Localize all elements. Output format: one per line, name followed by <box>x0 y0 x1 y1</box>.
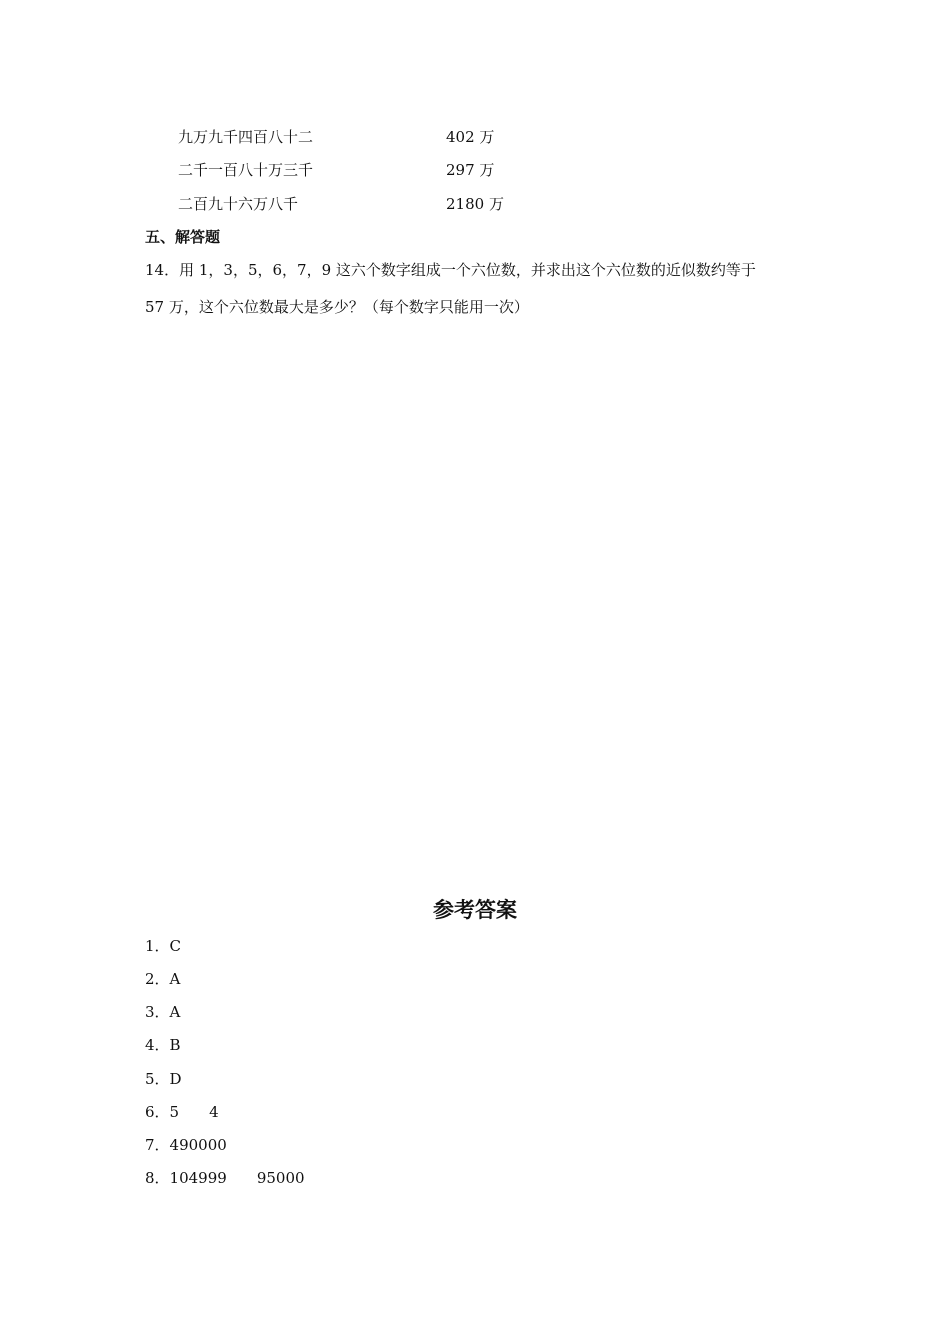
answer-number: 4． <box>145 1036 170 1054</box>
answer-item <box>145 1002 180 1022</box>
answer-value-2: 4 <box>209 1103 219 1121</box>
answer-value: B <box>169 1036 181 1054</box>
answer-value: D <box>169 1070 182 1088</box>
answer-number: 2． <box>145 970 170 988</box>
answer-value: A <box>169 1003 181 1021</box>
answer-value-2: 95000 <box>256 1169 305 1187</box>
answer-title: 参考答案 <box>433 898 517 922</box>
answer-value: 104999 <box>169 1169 227 1187</box>
answer-item <box>145 1035 181 1055</box>
answer-number: 5． <box>145 1070 170 1088</box>
question-14-line-2: 57 万，这个六位数最大是多少？（每个数字只能用一次） <box>145 298 529 316</box>
section-heading: 五、解答题 <box>145 228 221 246</box>
question-14-line-1: 14．用 1，3，5，6，7，9 这六个数字组成一个六位数，并求出这个六位数的近似数约等于 <box>145 261 756 279</box>
answer-number: 7． <box>145 1136 170 1154</box>
answer-number: 1． <box>145 937 170 955</box>
answer-item <box>145 1102 219 1122</box>
answer-number: 8． <box>145 1169 170 1187</box>
answer-value: 490000 <box>169 1136 227 1154</box>
answer-item <box>145 1135 227 1155</box>
answer-number: 3． <box>145 1003 170 1021</box>
answer-item <box>145 936 181 956</box>
answer-item <box>145 969 180 989</box>
match-right-3: 2180 万 <box>446 195 504 213</box>
answer-value: A <box>169 970 181 988</box>
answer-item <box>145 1069 182 1089</box>
answer-value: C <box>169 937 182 955</box>
answer-item <box>145 1168 305 1188</box>
match-left-3: 二百九十六万八千 <box>178 195 299 213</box>
match-left-2: 二千一百八十万三千 <box>178 161 314 179</box>
match-right-1: 402 万 <box>446 128 495 146</box>
match-right-2: 297 万 <box>446 161 495 179</box>
match-left-1: 九万九千四百八十二 <box>178 128 314 146</box>
answer-value: 5 <box>169 1103 180 1121</box>
answer-number: 6． <box>145 1103 170 1121</box>
